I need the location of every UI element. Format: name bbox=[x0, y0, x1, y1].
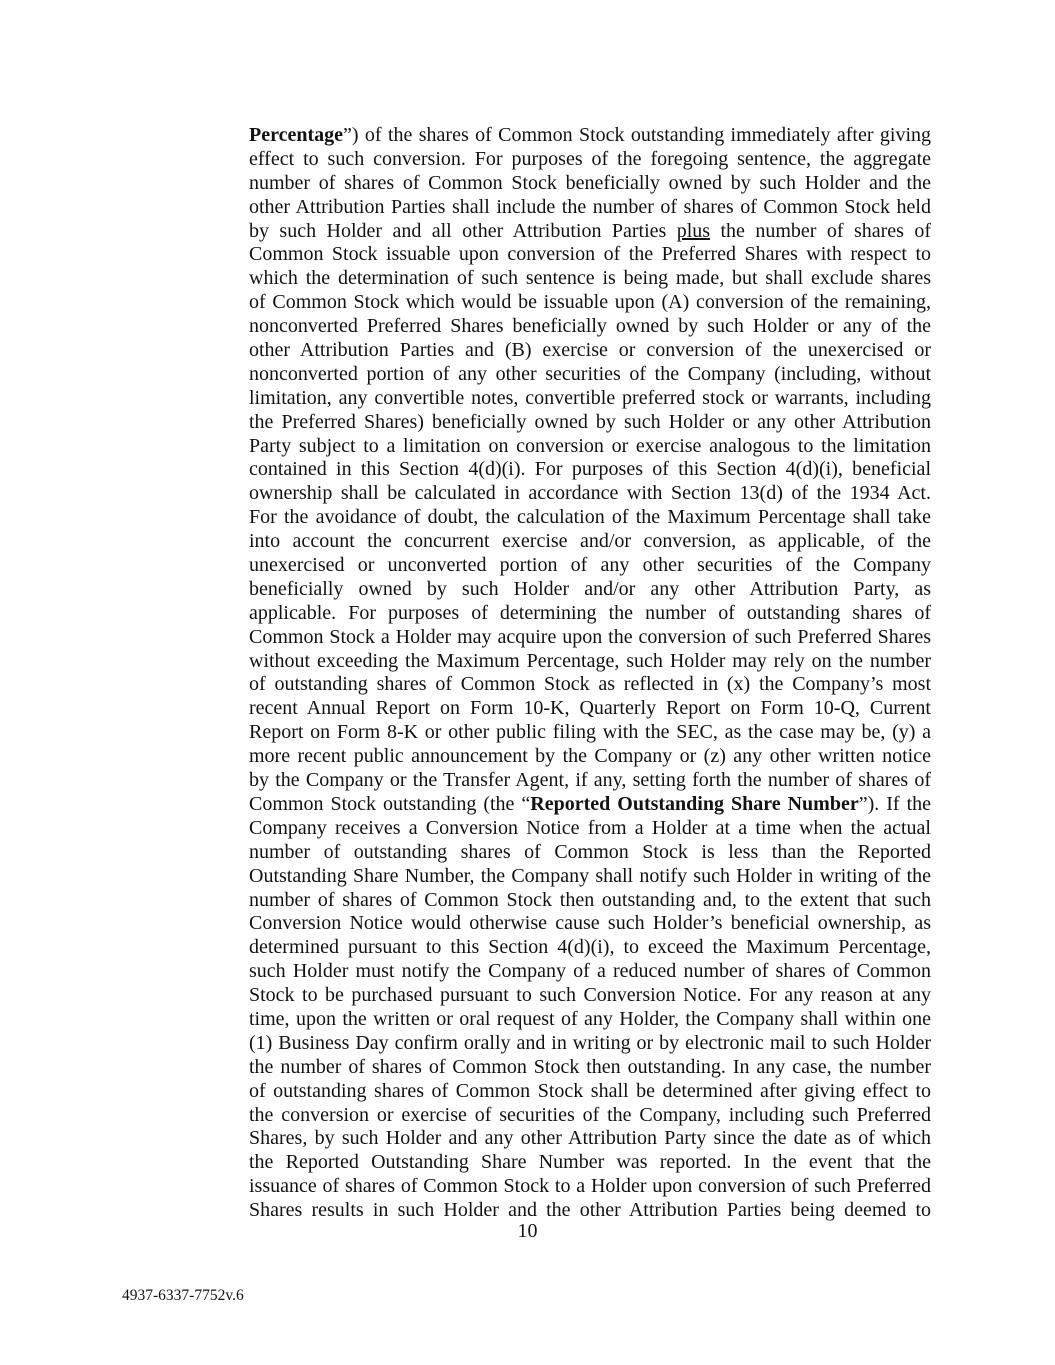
text-line: beneficially owned by such Holder and/or any other Attribution Party, as bbox=[249, 577, 931, 600]
text-line: Outstanding Share Number, the Company shall notify such Holder in writing of the bbox=[249, 864, 931, 887]
text-line: Common Stock outstanding (the “Reported Outstanding Share Number”). If the bbox=[249, 792, 931, 815]
text-line: such Holder must notify the Company of a reduced number of shares of Common bbox=[249, 960, 931, 983]
text-line: into account the concurrent exercise and/or conversion, as applicable, of the bbox=[249, 530, 931, 553]
text-line: nonconverted Preferred Shares beneficially owned by such Holder or any of the bbox=[249, 315, 931, 338]
text-line: by such Holder and all other Attribution Parties plus the number of shares of bbox=[249, 219, 931, 242]
text-line: number of outstanding shares of Common Stock is less than the Reported bbox=[249, 840, 931, 863]
document-control-number: 4937-6337-7752v.6 bbox=[122, 1287, 244, 1304]
text-line: Shares, by such Holder and any other Attribution Party since the date as of which bbox=[249, 1127, 931, 1150]
text-line: Party subject to a limitation on conversion or exercise analogous to the limitation bbox=[249, 434, 931, 457]
text-line: number of shares of Common Stock then outstanding and, to the extent that such bbox=[249, 888, 931, 911]
text-line: the Reported Outstanding Share Number was reported. In the event that the bbox=[249, 1151, 931, 1174]
text-line: nonconverted portion of any other securities of the Company (including, without bbox=[249, 362, 931, 385]
text-line: applicable. For purposes of determining the number of outstanding shares of bbox=[249, 601, 931, 624]
text-line: of outstanding shares of Common Stock shall be determined after giving effect to bbox=[249, 1079, 931, 1102]
text-line: (1) Business Day confirm orally and in writing or by electronic mail to such Holder bbox=[249, 1031, 931, 1054]
text-line: Stock to be purchased pursuant to such Conversion Notice. For any reason at any bbox=[249, 984, 931, 1007]
text-line: unexercised or unconverted portion of any other securities of the Company bbox=[249, 554, 931, 577]
text-line: contained in this Section 4(d)(i). For purposes of this Section 4(d)(i), beneficial bbox=[249, 458, 931, 481]
text-line: the conversion or exercise of securities of the Company, including such Preferred bbox=[249, 1103, 931, 1126]
text-line: which the determination of such sentence is being made, but shall exclude shares bbox=[249, 267, 931, 290]
text-line: recent Annual Report on Form 10-K, Quarterly Report on Form 10-Q, Current bbox=[249, 697, 931, 720]
text-line: Shares results in such Holder and the other Attribution Parties being deemed to bbox=[249, 1199, 931, 1222]
text-line: ownership shall be calculated in accordance with Section 13(d) of the 1934 Act. bbox=[249, 482, 931, 505]
text-line: determined pursuant to this Section 4(d)(i), to exceed the Maximum Percentage, bbox=[249, 936, 931, 959]
text-line: Conversion Notice would otherwise cause such Holder’s beneficial ownership, as bbox=[249, 912, 931, 935]
text-line: Percentage”) of the shares of Common Stock outstanding immediately after giving bbox=[249, 124, 931, 146]
text-line: of outstanding shares of Common Stock as reflected in (x) the Company’s most bbox=[249, 673, 931, 696]
text-line: other Attribution Parties and (B) exercise or conversion of the unexercised or bbox=[249, 339, 931, 362]
text-line: Common Stock issuable upon conversion of the Preferred Shares with respect to bbox=[249, 243, 931, 266]
text-line: more recent public announcement by the Company or (z) any other written notice bbox=[249, 745, 931, 768]
text-line: Report on Form 8-K or other public filing with the SEC, as the case may be, (y) a bbox=[249, 721, 931, 744]
text-line: effect to such conversion. For purposes of the foregoing sentence, the aggregate bbox=[249, 147, 931, 170]
page-number: 10 bbox=[517, 1220, 538, 1242]
text-line: by the Company or the Transfer Agent, if any, setting forth the number of shares of bbox=[249, 769, 931, 792]
text-line: other Attribution Parties shall include the number of shares of Common Stock held bbox=[249, 195, 931, 218]
text-line: number of shares of Common Stock beneficially owned by such Holder and the bbox=[249, 171, 931, 194]
text-line: the number of shares of Common Stock then outstanding. In any case, the number bbox=[249, 1055, 931, 1078]
text-line: For the avoidance of doubt, the calculation of the Maximum Percentage shall take bbox=[249, 506, 931, 529]
text-line: Common Stock a Holder may acquire upon the conversion of such Preferred Shares bbox=[249, 625, 931, 648]
body-paragraph bbox=[249, 124, 931, 1223]
text-line: Company receives a Conversion Notice from a Holder at a time when the actual bbox=[249, 816, 931, 839]
text-line: the Preferred Shares) beneficially owned by such Holder or any other Attribution bbox=[249, 410, 931, 433]
text-line: time, upon the written or oral request of any Holder, the Company shall within one bbox=[249, 1007, 931, 1030]
text-line: limitation, any convertible notes, convertible preferred stock or warrants, including bbox=[249, 386, 931, 409]
text-line: of Common Stock which would be issuable upon (A) conversion of the remaining, bbox=[249, 291, 931, 314]
text-line: issuance of shares of Common Stock to a Holder upon conversion of such Preferred bbox=[249, 1175, 931, 1198]
text-line: without exceeding the Maximum Percentage, such Holder may rely on the number bbox=[249, 649, 931, 672]
